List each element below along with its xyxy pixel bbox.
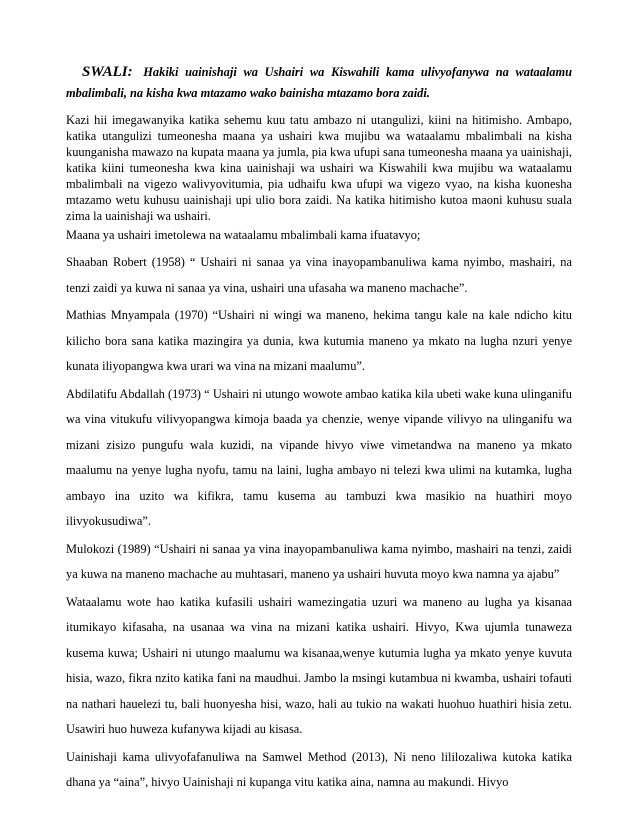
intro-paragraph: Kazi hii imegawanyika katika sehemu kuu tatu ambazo ni utangulizi, kiini na hitimisho. Ambapo, katika utangulizi tumeonesha maana ya ushairi kwa mujibu wa wataalamu mbalimbali na kisha kuunganisha mawazo na kupata maana ya jumla, pia kwa ufupi sana tumeonesha maana ya uainishaji, katika kiini tumeonesha kwa kina uainishaji wa ushairi wa Kiswahili kwa mujibu wa wataalamu mbalimbali na vigezo walivyovitumia, pia udhaifu kwa ufupi wa vigezo vyao, na kisha kuonesha mtazamo wetu kuhusu uainishaji upi ulio bora zaidi. Na katika hitimisho kutoa maoni kuhusu suala zima la uainishaji wa ushairi. — [66, 113, 572, 223]
question-label: SWALI: — [82, 64, 133, 80]
classification-paragraph: Uainishaji kama ulivyofafanuliwa na Samwel Method (2013), Ni neno lililozaliwa kutoka katika dhana ya “aina”, hivyo Uainishaji ni kupanga vitu katika aina, namna au makundi. Hivyo — [66, 749, 572, 789]
definition-mnyampala: Mathias Mnyampala (1970) “Ushairi ni wingi wa maneno, hekima tangu kale na kale ndicho kitu kilicho bora sana katika mazingira ya dunia, kwa kutumia maneno ya mkato na lugha nzuri yenye kunata iliyopangwa kwa urari wa vina na mizani maalumu”. — [66, 308, 572, 373]
definitions-intro: Maana ya ushairi imetolewa na wataalamu mbalimbali kama ifuatavyo; — [66, 228, 421, 242]
synthesis-paragraph: Wataalamu wote hao katika kufasili ushairi wamezingatia uzuri wa maneno au lugha ya kisanaa itumikayo kifasaha, na usanaa wa vina na mizani katika ushairi. Hivyo, Kwa ujumla tunaweza kusema kuwa; Ushairi ni utungo maalumu wa kisanaa,wenye kutumia lugha ya mkato yenye kuvuta hisia, wazo, fikra nzito katika fani na maudhui. Jambo la msingi kutambua ni kwamba, ushairi tofauti na nathari hauelezi tu, bali huonyesha hisi, wazo, hali au tukio na wakati huohuo huathiri hisia zetu. Usawiri huo huweza kufanywa kijadi au kisasa. — [66, 594, 572, 736]
definition-mulokozi: Mulokozi (1989) “Ushairi ni sanaa ya vina inayopambanuliwa kama nyimbo, mashairi na tenzi, zaidi ya kuwa na maneno machache au muhtasari, maneno ya ushairi huvuta moyo kwa namna ya ajabu” — [66, 541, 572, 581]
question-text: Hakiki uainishaji wa Ushairi wa Kiswahili kama ulivyofanywa na wataalamu mbalimbali, na kisha kwa mtazamo wako bainisha mtazamo bora zaidi. — [66, 65, 572, 100]
question-heading — [66, 62, 572, 104]
definition-shaaban-robert: Shaaban Robert (1958) “ Ushairi ni sanaa ya vina inayopambanuliwa kama nyimbo, mashairi, na tenzi zaidi ya kuwa ni sanaa ya vina, ushairi una ufasaha wa maneno machache”. — [66, 255, 572, 295]
document-page — [66, 62, 572, 798]
definition-abdallah: Abdilatifu Abdallah (1973) “ Ushairi ni utungo wowote ambao katika kila ubeti wake kuna ulinganifu wa vina vitukufu vilivyopangwa kimoja baada ya chenzie, wenye vipande vilivyo na ulinganifu wa mizani zisizo pungufu wala kuzidi, na vipande hivyo viwe vimetandwa na maneno ya mkato maalumu na yenye lugha nyofu, tamu na laini, lugha ambayo ni telezi kwa ulimi na kutamka, lugha ambayo ina uzito wa kifikra, tamu kusema au tambuzi kwa masikio na huathiri moyo ilivyokusudiwa”. — [66, 386, 572, 528]
